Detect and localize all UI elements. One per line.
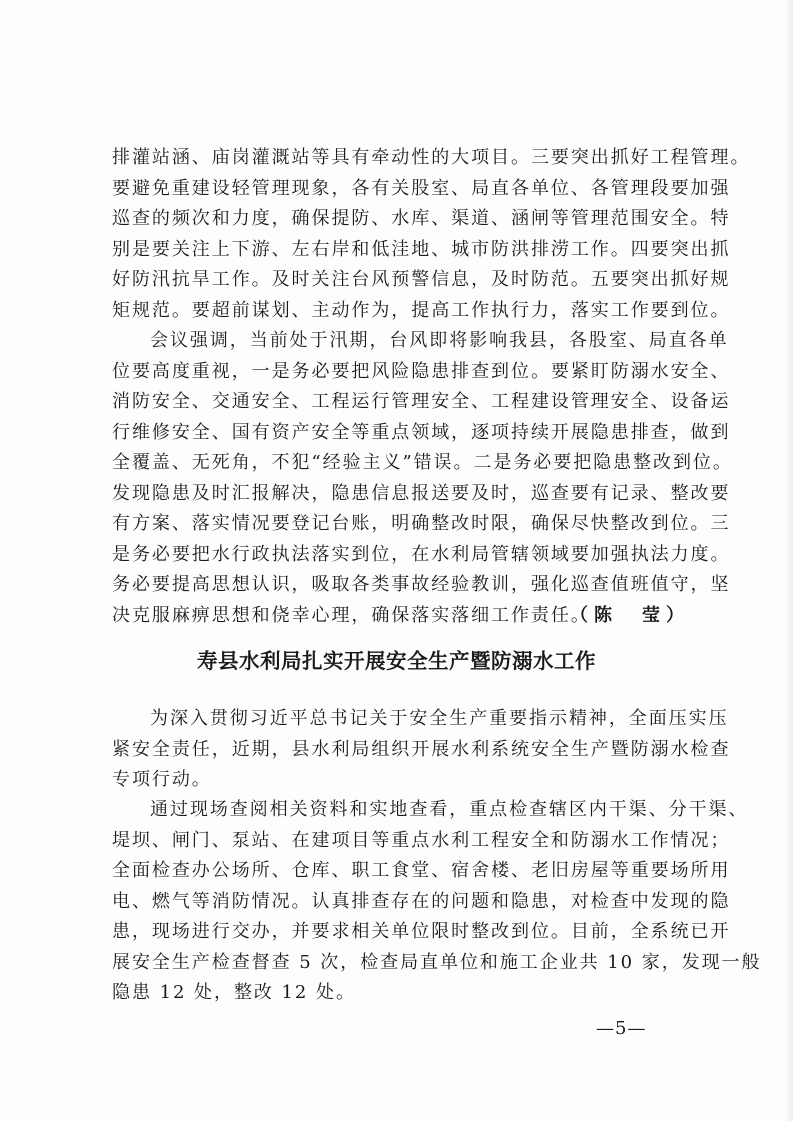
text-line: 巡查的频次和力度，确保提防、水库、渠道、涵闸等管理范围安全。特 [112, 208, 731, 229]
paragraph-continuation [112, 143, 751, 326]
text-line: 矩规范。要超前谋划、主动作为，提高工作执行力，落实工作要到位。 [112, 299, 731, 321]
text-line: 患，现场进行交办，并要求相关单位限时整改到位。目前，全系统已开 [112, 921, 731, 942]
text-line: 位要高度重视，一是务必要把风险隐患排查到位。要紧盯防溺水安全、 [112, 360, 731, 382]
text-line: 好防汛抗旱工作。及时关注台风预警信息，及时防范。五要突出抓好规 [112, 269, 731, 290]
text-line: 为深入贯彻习近平总书记关于安全生产重要指示精神，全面压实压 [150, 708, 729, 729]
text-line: 专项行动。 [112, 769, 212, 790]
author-attribution: （陈 莹） [570, 604, 690, 626]
text-line-with-attribution [112, 601, 690, 632]
text-line: 决克服麻痹思想和侥幸心理，确保落实落细工作责任。 [112, 604, 591, 626]
text-line: 紧安全责任，近期，县水利局组织开展水利系统安全生产暨防溺水检查 [112, 738, 731, 760]
text-line: 发现隐患及时汇报解决，隐患信息报送要及时，巡查要有记录、整改要 [112, 482, 731, 504]
text-line: 有方案、落实情况要登记台账，明确整改时限，确保尽快整改到位。三 [112, 513, 731, 534]
text-line: 隐患 12 处，整改 12 处。 [112, 982, 356, 1003]
text-line: 务必要提高思想认识，吸取各类事故经验教训，强化巡查值班值守，坚 [112, 574, 731, 595]
text-line: 全面检查办公场所、仓库、职工食堂、宿舍楼、老旧房屋等重要场所用 [112, 860, 731, 881]
text-line: 别是要关注上下游、左右岸和低洼地、城市防洪排涝工作。四要突出抓 [112, 238, 731, 260]
text-line: 全覆盖、无死角，不犯“经验主义”错误。二是务必要把隐患整改到位。 [112, 452, 733, 473]
article-paragraph-details [112, 795, 762, 1009]
text-line: 要避免重建设轻管理现象，各有关股室、局直各单位、各管理段要加强 [112, 177, 731, 199]
scan-edge-shadow [787, 0, 793, 1121]
article-paragraph-intro [112, 704, 731, 796]
paragraph-meeting-emphasis [112, 326, 733, 631]
article-title: 寿县水利局扎实开展安全生产暨防溺水工作 [197, 649, 596, 673]
text-line: 消防安全、交通安全、工程运行管理安全、工程建设管理安全、设备运 [112, 391, 731, 412]
text-line: 展安全生产检查督查 5 次，检查局直单位和施工企业共 10 家，发现一般 [112, 951, 762, 973]
text-line: 排灌站涵、庙岗灌溉站等具有牵动性的大项目。三要突出抓好工程管理。 [112, 147, 751, 168]
text-line: 通过现场查阅相关资料和实地查看，重点检查辖区内干渠、分干渠、 [150, 799, 749, 820]
page-number: —5— [596, 1018, 647, 1039]
text-line: 电、燃气等消防情况。认真排查存在的问题和隐患，对检查中发现的隐 [112, 890, 731, 912]
text-line: 行维修安全、国有资产安全等重点领域，逐项持续开展隐患排查，做到 [112, 421, 731, 443]
text-line: 是务必要把水行政执法落实到位，在水利局管辖领域要加强执法力度。 [112, 543, 731, 565]
text-line: 堤坝、闸门、泵站、在建项目等重点水利工程安全和防溺水工作情况； [112, 829, 731, 851]
text-line: 会议强调，当前处于汛期，台风即将影响我县，各股室、局直各单 [150, 330, 729, 351]
